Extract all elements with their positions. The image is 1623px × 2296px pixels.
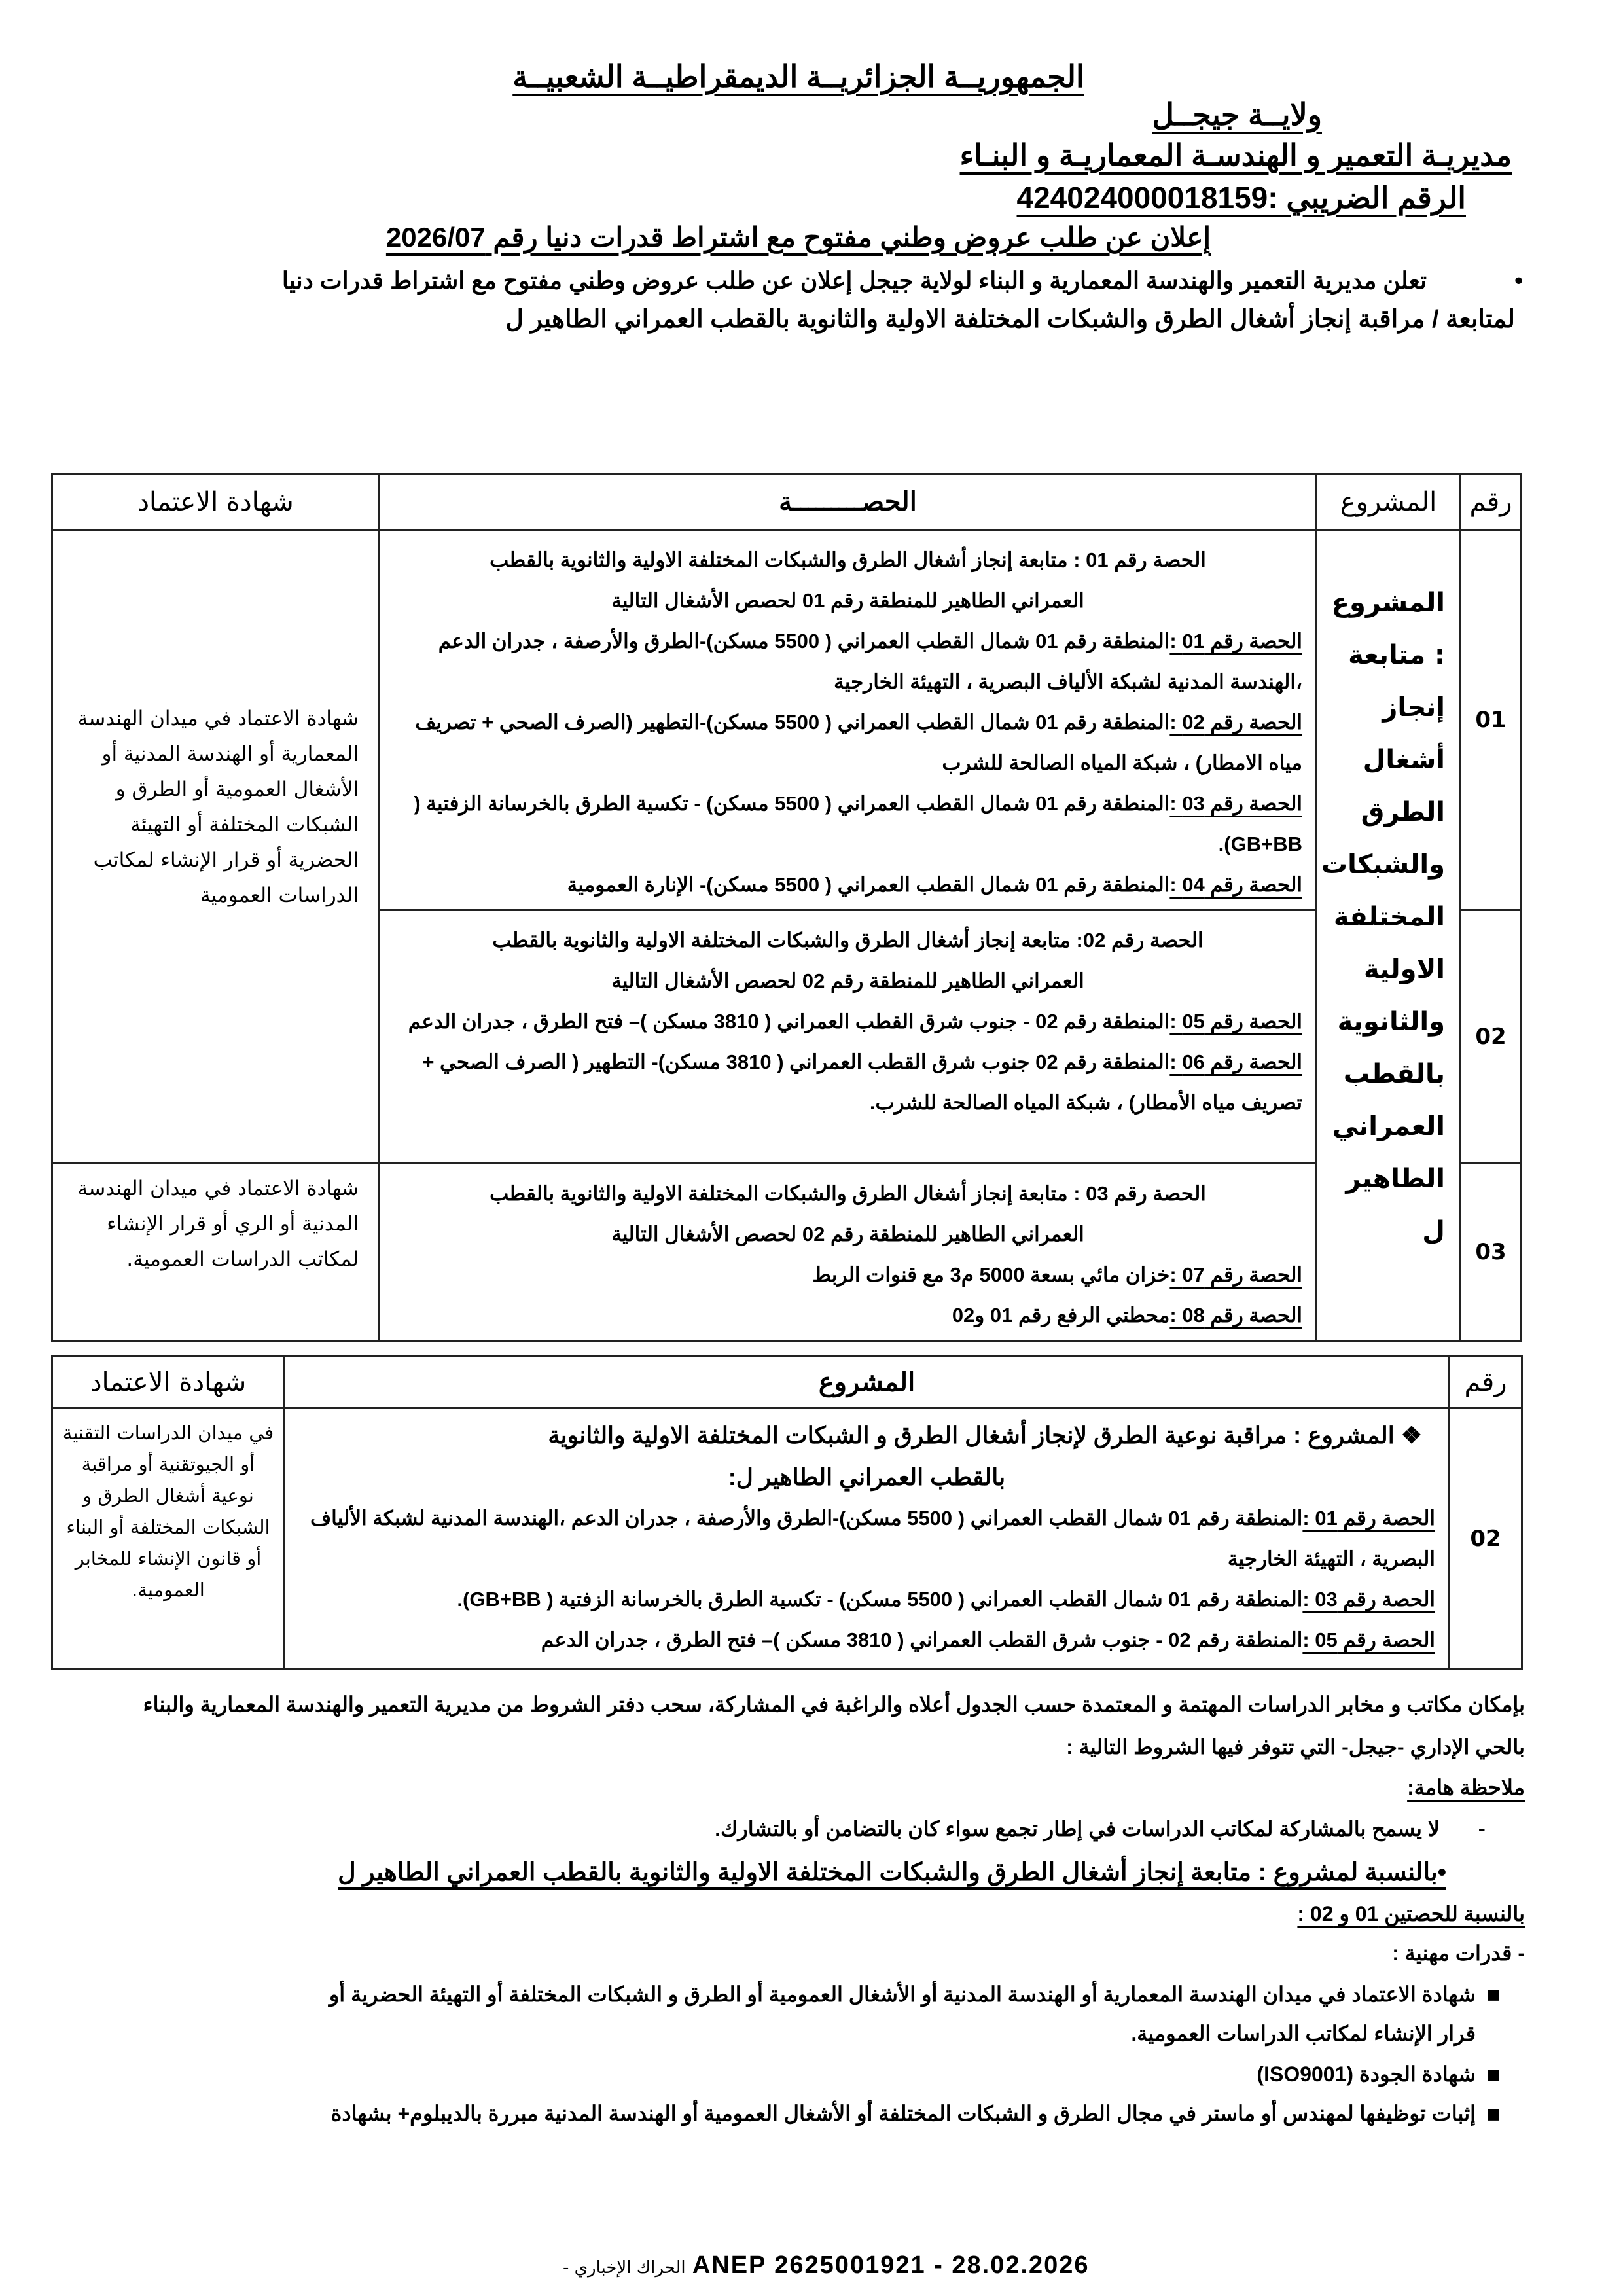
cert-cell: في ميدان الدراسات التقنية أو الجيوتقنية أو مراقبة نوعية أشغال الطرق و الشبكات المختلفة أو البناء أو قانون الإنشاء للمخابر العمومية. <box>52 1408 285 1670</box>
header-cert: شهادة الاعتماد <box>52 1356 285 1408</box>
announcement-title: إعلان عن طلب عروض وطني مفتوح مع اشتراط قدرات دنيا رقم 2026/07 <box>385 222 1211 253</box>
capacities-heading: - قدرات مهنية : <box>1392 1941 1525 1965</box>
requirement-1-line-1: شهادة الاعتماد في ميدان الهندسة المعمارية أو الهندسة المدنية أو الأشغال العمومية أو الطرق و الشبكات المختلفة أو التهيئة الحضرية أو <box>329 1982 1476 2006</box>
header-cert: شهادة الاعتماد <box>52 474 380 530</box>
project-title <box>298 1414 1435 1456</box>
lot-title: الحصة رقم 01 : متابعة إنجاز أشغال الطرق والشبكات المختلفة الاولية والثانوية بالقطب <box>490 548 1206 571</box>
project-cell: المشروع : متابعة إنجاز أشغال الطرق والشبكات المختلفة الاولية والثانوية بالقطب العمراني الطاهير ل <box>1317 530 1461 1341</box>
square-bullet-icon: ■ <box>1486 1986 1500 2003</box>
lot-cell <box>380 530 1317 910</box>
lot-item <box>298 1498 1435 1579</box>
lot-item <box>298 1579 1435 1620</box>
lot-text: خزان مائي بسعة 5000 م3 مع قنوات الربط <box>812 1263 1170 1286</box>
lot-text: محطتي الرفع رقم 01 و02 <box>952 1304 1170 1327</box>
lot-title: الحصة رقم 03 : متابعة إنجاز أشغال الطرق والشبكات المختلفة الاولية والثانوية بالقطب <box>490 1182 1206 1205</box>
row-num: 03 <box>1461 1164 1522 1341</box>
header-project: المشروع <box>1317 474 1461 530</box>
table-row <box>52 530 1522 910</box>
lot-title-2: العمراني الطاهير للمنطقة رقم 02 لحصص الأشغال التالية <box>611 1223 1084 1246</box>
table-header-row <box>52 1356 1522 1408</box>
lot-item <box>393 783 1302 865</box>
participation-paragraph-line-1: بإمكان مكاتب و مخابر الدراسات المهتمة و المعتمدة حسب الجدول أعلاه والراغبة في المشاركة، سحب دفتر الشروط من مديرية التعمير والهندسة المعمارية والبناء <box>143 1693 1525 1716</box>
lot-label: الحصة رقم 01 : <box>1169 630 1302 653</box>
project-heading: •بالنسبة لمشروع : متابعة إنجاز أشغال الطرق والشبكات المختلفة الاولية والثانوية بالقطب العمراني الطاهير ل <box>338 1859 1446 1886</box>
intro-line-2: لمتابعة / مراقبة إنجاز أشغال الطرق والشبكات المختلفة الاولية والثانوية بالقطب العمراني الطاهير ل <box>505 306 1515 333</box>
lot-label: الحصة رقم 05 : <box>1302 1628 1435 1651</box>
lot-item <box>393 621 1302 702</box>
lot-label: الحصة رقم 03 : <box>1169 792 1302 815</box>
lot-item <box>393 702 1302 783</box>
table-row <box>52 1408 1522 1670</box>
project-cell <box>285 1408 1450 1670</box>
lot-text: المنطقة رقم 01 شمال القطب العمراني ( 5500 مسكن)-التطهير (الصرف الصحي + تصريف مياه الامطار) ، شبكة المياه الصالحة للشرب <box>415 711 1302 774</box>
note-text: لا يسمح بالمشاركة لمكاتب الدراسات في إطار تجمع سواء كان بالتضامن أو بالتشارك. <box>715 1817 1440 1840</box>
footer <box>563 2251 1090 2280</box>
lot-label: الحصة رقم 03 : <box>1302 1588 1435 1611</box>
cert-cell: شهادة الاعتماد في ميدان الهندسة المعمارية أو الهندسة المدنية أو الأشغال العمومية أو الطرق و الشبكات المختلفة أو التهيئة الحضرية أو قرار الإنشاء لمكاتب الدراسات العمومية <box>52 530 380 1164</box>
lot-label: الحصة رقم 07 : <box>1169 1263 1302 1286</box>
lot-item <box>298 1620 1435 1660</box>
lot-text: المنطقة رقم 01 شمال القطب العمراني ( 5500 مسكن)-الطرق والأرصفة ، جدران الدعم ،الهندسة المدنية لشبكة الألياف البصرية ، التهيئة الخارجية <box>438 630 1302 693</box>
lot-item <box>393 1042 1302 1123</box>
note-heading: ملاحظة هامة: <box>1407 1776 1525 1799</box>
lot-text: المنطقة رقم 01 شمال القطب العمراني ( 5500 مسكن) - تكسية الطرق بالخرسانة الزفتية ( GB+BB). <box>457 1588 1303 1611</box>
square-bullet-icon: ■ <box>1486 2067 1500 2083</box>
dash-bullet-icon: - <box>1478 1816 1486 1841</box>
header-num: رقم <box>1450 1356 1522 1408</box>
lot-title-2: العمراني الطاهير للمنطقة رقم 02 لحصص الأشغال التالية <box>611 969 1084 992</box>
square-bullet-icon: ■ <box>1486 2106 1500 2123</box>
lot-cell <box>380 910 1317 1164</box>
requirement-1-line-2: قرار الإنشاء لمكاتب الدراسات العمومية. <box>1131 2022 1476 2045</box>
footer-source: - الحراك الإخباري <box>563 2258 686 2278</box>
lots-heading: بالنسبة للحصتين 01 و 02 : <box>1297 1902 1525 1926</box>
diamond-bullet-icon: ❖ <box>1400 1422 1422 1448</box>
row-num: 02 <box>1450 1408 1522 1670</box>
lot-text: المنطقة رقم 01 شمال القطب العمراني ( 5500 مسكن)-الطرق والأرصفة ، جدران الدعم ،الهندسة المدنية لشبكة الألياف البصرية ، التهيئة الخارجية <box>310 1507 1435 1570</box>
lot-text: المنطقة رقم 02 - جنوب شرق القطب العمراني ( 3810 مسكن )– فتح الطرق ، جدران الدعم <box>541 1628 1303 1651</box>
header-project: المشروع <box>285 1356 1450 1408</box>
header-lot: الحصـــــــــة <box>380 474 1317 530</box>
intro-line-1: تعلن مديرية التعمير والهندسة المعمارية و البناء لولاية جيجل إعلان عن طلب عروض وطني مفتوح مع اشتراط قدرات دنيا <box>281 267 1427 294</box>
republic-heading: الجمهوريــة الجزائريــة الديمقراطيــة الشعبيــة <box>512 60 1084 94</box>
tax-number: الرقم الضريبي :424024000018159 <box>1016 181 1466 215</box>
lot-label: الحصة رقم 08 : <box>1169 1304 1302 1327</box>
project-title-2: بالقطب العمراني الطاهير ل: <box>728 1463 1006 1490</box>
table-header-row <box>52 474 1522 530</box>
lot-text: المنطقة رقم 02 - جنوب شرق القطب العمراني ( 3810 مسكن )– فتح الطرق ، جدران الدعم <box>408 1010 1170 1033</box>
wilaya-heading: ولايــة جيجــل <box>1152 98 1322 132</box>
header-num: رقم <box>1461 474 1522 530</box>
lot-item <box>393 1255 1302 1295</box>
lot-label: الحصة رقم 05 : <box>1169 1010 1302 1033</box>
lot-label: الحصة رقم 04 : <box>1169 873 1302 896</box>
lot-item <box>393 1295 1302 1336</box>
project-line-1: المشروع : مراقبة نوعية الطرق لإنجاز أشغال الطرق و الشبكات المختلفة الاولية والثانوية <box>548 1422 1395 1448</box>
lot-title-2: العمراني الطاهير للمنطقة رقم 01 لحصص الأشغال التالية <box>611 589 1084 612</box>
lot-text: المنطقة رقم 02 جنوب شرق القطب العمراني ( 3810 مسكن)- التطهير ( الصرف الصحي + تصريف مياه الأمطار) ، شبكة المياه الصالحة للشرب. <box>422 1050 1302 1114</box>
row-num: 01 <box>1461 530 1522 910</box>
lot-text: المنطقة رقم 01 شمال القطب العمراني ( 5500 مسكن) - تكسية الطرق بالخرسانة الزفتية ( GB+BB). <box>414 792 1302 855</box>
lot-label: الحصة رقم 02 : <box>1169 711 1302 734</box>
requirement-3: إثبات توظيفها لمهندس أو ماستر في مجال الطرق و الشبكات المختلفة أو الأشغال العمومية أو الهندسة المدنية مبررة بالديبلوم+ بشهادة <box>330 2102 1476 2125</box>
lot-item <box>393 1001 1302 1042</box>
lots-table <box>51 473 1522 1342</box>
footer-code: ANEP 2625001921 - 28.02.2026 <box>692 2251 1090 2279</box>
table-row <box>52 1164 1522 1341</box>
directorate-heading: مديريـة التعمير و الهندسـة المعماريـة و البنـاء <box>959 138 1512 172</box>
quality-control-table <box>51 1355 1523 1670</box>
row-num: 02 <box>1461 910 1522 1164</box>
lot-label: الحصة رقم 01 : <box>1302 1507 1435 1530</box>
lot-title: الحصة رقم 02: متابعة إنجاز أشغال الطرق والشبكات المختلفة الاولية والثانوية بالقطب <box>492 929 1204 952</box>
requirement-2: شهادة الجودة (ISO9001) <box>1257 2062 1476 2086</box>
participation-paragraph-line-2: بالحي الإداري -جيجل- التي تتوفر فيها الشروط التالية : <box>1066 1735 1525 1759</box>
lot-item <box>393 865 1302 905</box>
lot-label: الحصة رقم 06 : <box>1169 1050 1302 1073</box>
cert-cell: شهادة الاعتماد في ميدان الهندسة المدنية أو الري أو قرار الإنشاء لمكاتب الدراسات العمومية. <box>52 1164 380 1341</box>
lot-cell <box>380 1164 1317 1341</box>
lot-text: المنطقة رقم 01 شمال القطب العمراني ( 5500 مسكن)- الإنارة العمومية <box>567 873 1170 896</box>
bullet-icon: • <box>1512 268 1526 295</box>
